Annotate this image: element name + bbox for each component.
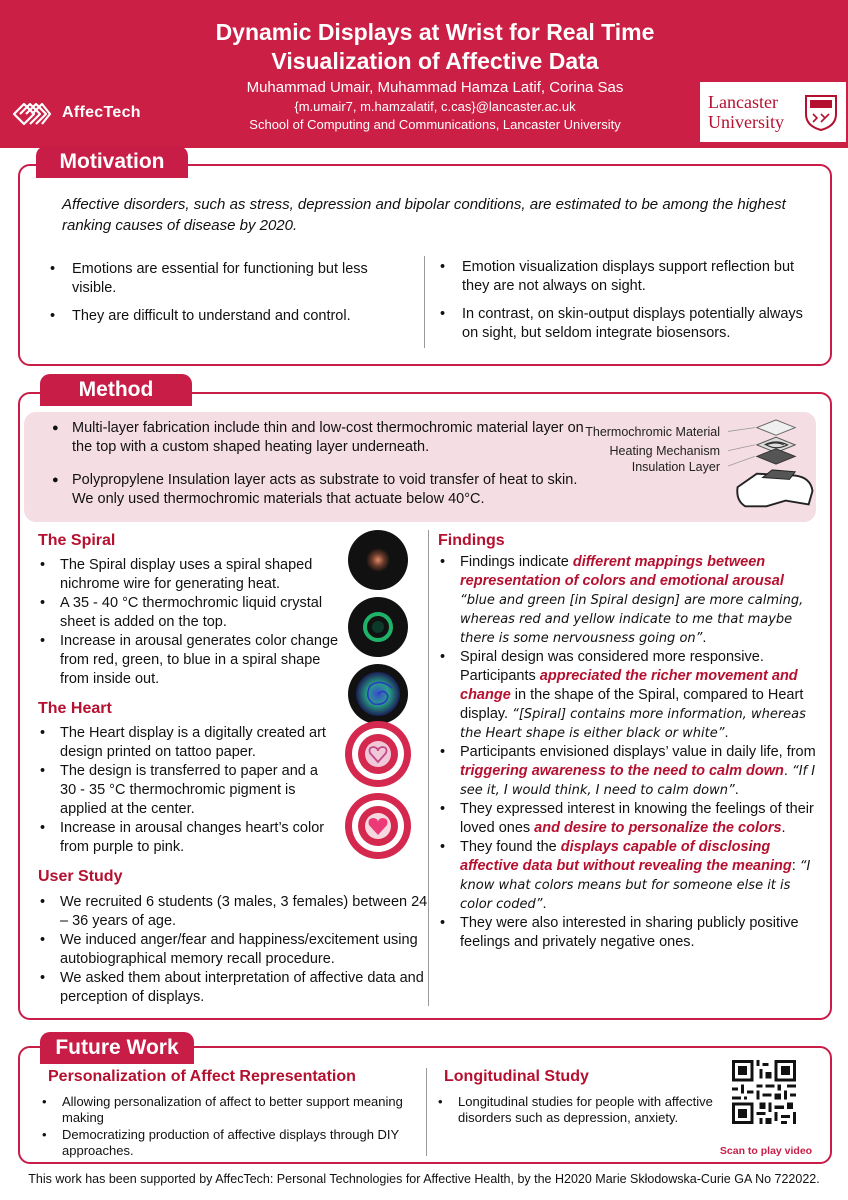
motivation-left-list [46, 260, 416, 326]
finding-text: . [724, 725, 729, 741]
finding-quote: “I know what colors means but for someone else it is color coded” [460, 859, 811, 912]
spiral-display-photos [346, 528, 410, 728]
finding-quote: “blue and green [in Spiral design] are more calming, whereas red and yellow indicate to me that maybe there is some nervousness going on” [460, 593, 804, 646]
list-item: • We induced anger/fear and happiness/excitement using autobiographical memory recall procedure. [38, 931, 428, 969]
future-work-heading: Future Work [40, 1032, 194, 1064]
personalization-list [40, 1094, 420, 1160]
qr-caption: Scan to play video [719, 1145, 813, 1157]
finding-text: Spiral design was considered more responsive. Participants [460, 649, 764, 684]
motivation-divider [424, 256, 425, 348]
list-item [438, 838, 816, 914]
lancaster-crest-icon [804, 94, 838, 132]
finding-highlight: triggering awareness to the need to calm down [460, 763, 784, 779]
lancaster-line-2: University [708, 112, 784, 132]
authors: Muhammad Umair, Muhammad Hamza Latif, Corina Sas [246, 79, 624, 96]
heart-heading: The Heart [38, 700, 112, 717]
poster-title [120, 18, 750, 76]
finding-text: . [734, 782, 739, 798]
finding-text: : [791, 858, 800, 874]
method-divider [428, 530, 429, 1006]
finding-highlight: appreciated the richer movement and change [460, 668, 798, 703]
qr-code-icon[interactable] [732, 1060, 796, 1124]
list-item: • We recruited 6 students (3 males, 3 females) between 24 – 36 years of age. [38, 893, 428, 931]
layer-label-insulation: Insulation Layer [631, 460, 720, 474]
spiral-heading: The Spiral [38, 532, 116, 549]
list-item: • Longitudinal studies for people with affective disorders such as depression, anxiety. [436, 1094, 716, 1126]
list-item: • The Heart display is a digitally created art design printed on tattoo paper. [38, 724, 338, 762]
list-item [438, 553, 816, 648]
affectech-logo-icon [10, 94, 52, 136]
title-line-1: Dynamic Displays at Wrist for Real Time [215, 19, 655, 45]
motivation-right-list [436, 258, 816, 343]
funding-footer: This work has been supported by AffecTech: Personal Technologies for Affective Health, by the H2020 Marie Skłodowska-Curie GA No 722022. [28, 1172, 820, 1186]
personalization-heading: Personalization of Affect Representation [48, 1068, 356, 1085]
list-item: • Increase in arousal generates color change from red, green, to blue in a spiral shape from inside out. [38, 632, 350, 689]
longitudinal-list [436, 1094, 716, 1127]
list-item [438, 800, 816, 838]
list-item: • They are difficult to understand and control. [46, 307, 416, 326]
lancaster-logo [700, 82, 846, 142]
list-item [438, 648, 816, 743]
layer-label-thermochromic: Thermochromic Material [585, 425, 720, 439]
finding-highlight: different mappings between representation of colors and emotional arousal [460, 554, 784, 589]
layers-diagram-icon [728, 416, 824, 516]
list-item: • Allowing personalization of affect to better support meaning making [40, 1094, 420, 1126]
user-study-heading: User Study [38, 868, 123, 885]
user-study-list [38, 893, 428, 1007]
finding-text: . [781, 820, 786, 836]
list-item: • In contrast, on skin-output displays potentially always on sight, but seldom integrate biosensors. [436, 305, 816, 343]
list-item: • Emotion visualization displays support reflection but they are not always on sight. [436, 258, 816, 296]
layer-label-heating: Heating Mechanism [609, 444, 720, 458]
finding-text: Participants envisioned displays’ value in daily life, from [460, 744, 816, 760]
motivation-heading: Motivation [36, 146, 188, 178]
list-item: • The design is transferred to paper and a 30 - 35 °C thermochromic pigment is applied at the center. [38, 762, 338, 819]
finding-quote: “[Spiral] contains more information, whereas the Heart shape is either black or white” [460, 707, 806, 741]
list-item: • The Spiral display uses a spiral shaped nichrome wire for generating heat. [38, 556, 350, 594]
list-item: ● Polypropylene Insulation layer acts as substrate to void transfer of heat to skin. We only used thermochromic materials that actuate below 40°C. [48, 471, 588, 509]
list-item: • We asked them about interpretation of affective data and perception of displays. [38, 969, 428, 1007]
finding-text: . [702, 630, 707, 646]
finding-text: in the shape of the Spiral, compared to Heart display. [460, 687, 804, 722]
list-item: • They were also interested in sharing publicly positive feelings and privately negative ones. [438, 914, 816, 952]
motivation-intro: Affective disorders, such as stress, depression and bipolar conditions, are estimated to be among the highest ranking causes of disease by 2020. [62, 196, 786, 234]
finding-text: They expressed interest in knowing the feelings of their loved ones [460, 801, 814, 836]
heart-list [38, 724, 338, 857]
list-item: • Increase in arousal changes heart’s color from purple to pink. [38, 819, 338, 857]
list-item: • Democratizing production of affective displays through DIY approaches. [40, 1127, 420, 1159]
finding-text: Findings indicate [460, 554, 573, 570]
finding-quote: “If I see it, I would think, I need to calm down” [460, 764, 816, 798]
affiliation: School of Computing and Communications, Lancaster University [249, 117, 621, 132]
heart-display-photos [340, 720, 416, 864]
method-heading: Method [40, 374, 192, 406]
poster-header [0, 0, 848, 148]
list-item: • Emotions are essential for functioning but less visible. [46, 260, 416, 298]
affectech-name: AffecTech [62, 104, 141, 121]
list-item: ● Multi-layer fabrication include thin and low-cost thermochromic material layer on the top with a custom shaped heating layer underneath. [48, 419, 588, 457]
future-work-divider [426, 1068, 427, 1156]
lancaster-line-1: Lancaster [708, 92, 778, 112]
findings-list [438, 553, 816, 952]
longitudinal-heading: Longitudinal Study [444, 1068, 589, 1085]
spiral-list [38, 556, 350, 689]
list-item [438, 743, 816, 800]
findings-heading: Findings [438, 532, 505, 549]
finding-text: They found the [460, 839, 561, 855]
list-item: • A 35 - 40 °C thermochromic liquid crystal sheet is added on the top. [38, 594, 350, 632]
finding-text: . [542, 896, 547, 912]
title-line-2: Visualization of Affective Data [271, 48, 599, 74]
lancaster-wordmark [708, 92, 784, 132]
finding-highlight: displays capable of disclosing affective data but without revealing the meaning [460, 839, 792, 874]
finding-text: . [783, 763, 792, 779]
finding-highlight: and desire to personalize the colors [534, 820, 782, 836]
method-list [48, 419, 588, 509]
emails: {m.umair7, m.hamzalatif, c.cas}@lancaster.ac.uk [294, 99, 576, 114]
